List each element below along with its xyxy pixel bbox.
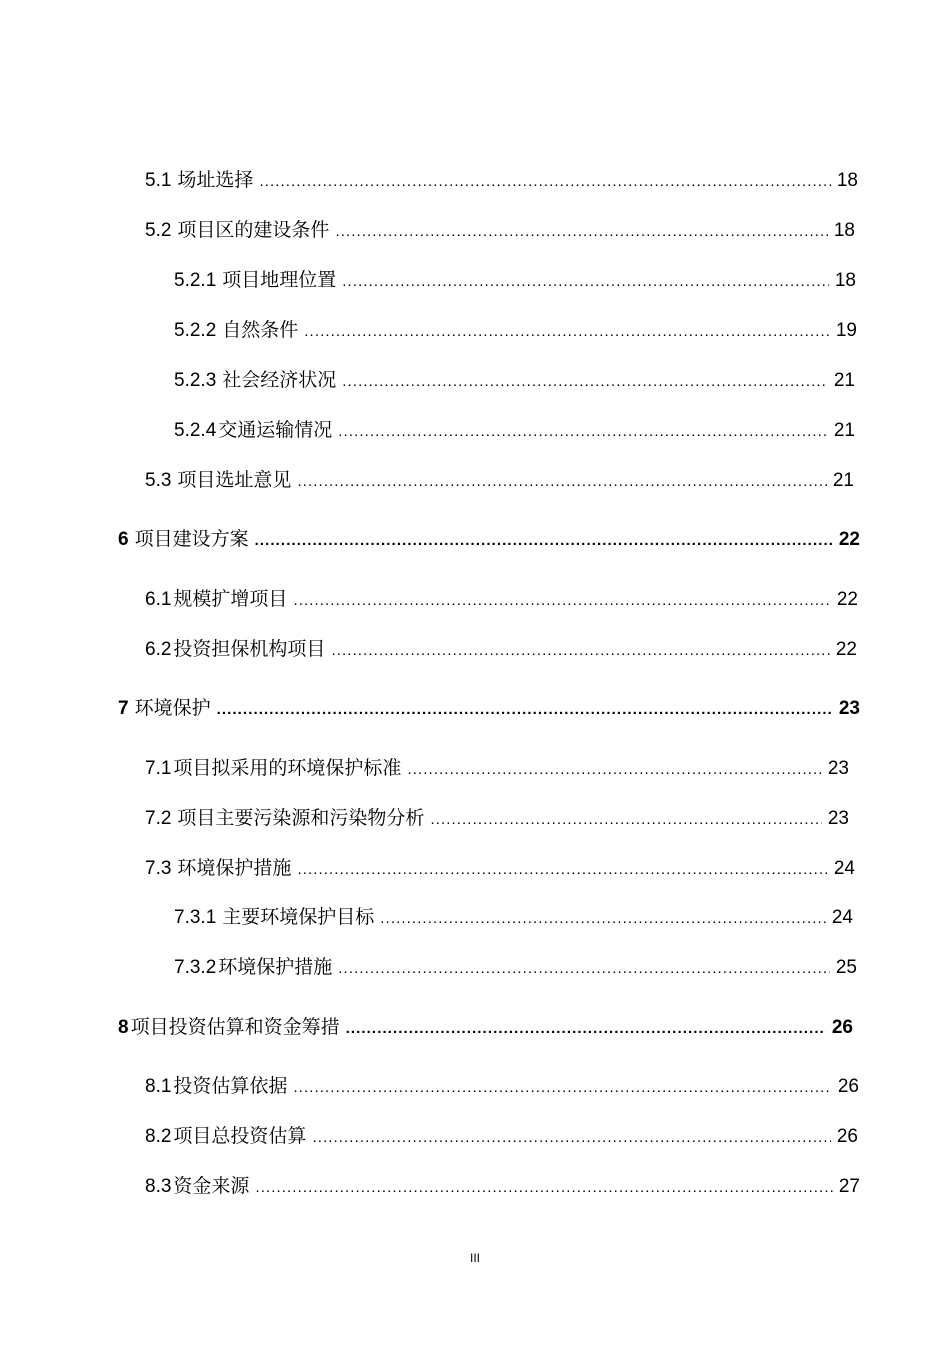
- toc-entry-5-2[interactable]: [145, 217, 855, 243]
- toc-leader-dots: [342, 269, 829, 295]
- toc-entry-5-2-2[interactable]: [174, 317, 857, 343]
- toc-leader-dots: [304, 319, 830, 345]
- toc-leader-dots: [255, 528, 833, 554]
- toc-leader-dots: [331, 638, 829, 664]
- toc-entry-number: 5.2.2: [174, 320, 217, 341]
- toc-entry-8-3[interactable]: [145, 1173, 860, 1199]
- toc-leader-dots: [259, 169, 830, 195]
- toc-entry-page: 23: [827, 758, 849, 779]
- toc-entry-title: 规模扩增项目: [173, 588, 288, 610]
- toc-entry-number: 5.2.1: [174, 270, 217, 291]
- toc-entry-number: 6.2: [145, 639, 172, 660]
- toc-entry-title: 场址选择: [177, 169, 254, 191]
- toc-entry-page: 26: [837, 1076, 859, 1097]
- toc-entry-page: 23: [838, 698, 860, 719]
- toc-entry-page: 23: [827, 808, 849, 829]
- toc-entry-number: 5.2.3: [174, 370, 217, 391]
- toc-entry-page: 24: [833, 858, 855, 879]
- toc-entry-title: 项目主要污染源和污染物分析: [177, 807, 425, 829]
- toc-chapter-8[interactable]: [118, 1014, 853, 1040]
- toc-entry-page: 18: [833, 220, 855, 241]
- toc-entry-5-2-1[interactable]: [174, 267, 856, 293]
- toc-entry-title: 项目总投资估算: [173, 1125, 307, 1147]
- toc-leader-dots: [338, 419, 828, 445]
- toc-leader-dots: [255, 1175, 832, 1201]
- toc-entry-title: 社会经济状况: [222, 369, 337, 391]
- toc-chapter-6[interactable]: [118, 526, 860, 552]
- toc-entry-number: 5.2: [145, 220, 172, 241]
- toc-entry-number: 5.2.4: [174, 420, 217, 441]
- toc-entry-title: 投资估算依据: [173, 1075, 288, 1097]
- toc-entry-5-3[interactable]: [145, 467, 854, 493]
- toc-entry-5-1[interactable]: [145, 167, 858, 193]
- toc-entry-number: 7.2: [145, 808, 172, 829]
- toc-entry-number: 5.3: [145, 470, 172, 491]
- toc-entry-number: 7: [118, 698, 129, 719]
- toc-chapter-7[interactable]: [118, 695, 860, 721]
- toc-entry-page: 22: [838, 529, 860, 550]
- toc-entry-7-3[interactable]: [145, 855, 855, 881]
- toc-entry-title: 交通运输情况: [218, 419, 333, 441]
- toc-entry-page: 22: [835, 639, 857, 660]
- toc-entry-number: 6.1: [145, 589, 172, 610]
- toc-entry-page: 21: [833, 370, 855, 391]
- toc-entry-title: 项目建设方案: [134, 528, 249, 550]
- toc-entry-page: 21: [832, 470, 854, 491]
- toc-leader-dots: [342, 369, 828, 395]
- toc-entry-page: 21: [833, 420, 855, 441]
- toc-entry-5-2-4[interactable]: [174, 417, 855, 443]
- toc-entry-number: 8.3: [145, 1176, 172, 1197]
- toc-entry-6-2[interactable]: [145, 636, 857, 662]
- toc-leader-dots: [297, 857, 827, 883]
- toc-leader-dots: [338, 956, 830, 982]
- toc-entry-8-2[interactable]: [145, 1123, 858, 1149]
- toc-leader-dots: [293, 588, 830, 614]
- toc-entry-number: 8: [118, 1017, 129, 1038]
- toc-leader-dots: [335, 219, 827, 245]
- toc-entry-page: 26: [831, 1017, 853, 1038]
- toc-entry-page: 19: [835, 320, 857, 341]
- toc-entry-6-1[interactable]: [145, 586, 858, 612]
- toc-entry-page: 27: [838, 1176, 860, 1197]
- toc-leader-dots: [293, 1075, 831, 1101]
- toc-leader-dots: [297, 469, 826, 495]
- toc-entry-title: 项目拟采用的环境保护标准: [173, 757, 402, 779]
- toc-entry-title: 环境保护措施: [218, 956, 333, 978]
- toc-entry-number: 7.1: [145, 758, 172, 779]
- toc-leader-dots: [380, 906, 826, 932]
- toc-entry-number: 8.2: [145, 1126, 172, 1147]
- toc-leader-dots: [407, 757, 821, 783]
- toc-entry-7-3-1[interactable]: [174, 904, 853, 930]
- toc-leader-dots: [312, 1125, 830, 1151]
- toc-entry-page: 25: [835, 957, 857, 978]
- toc-entry-page: 24: [831, 907, 853, 928]
- toc-entry-title: 自然条件: [222, 319, 299, 341]
- toc-entry-title: 投资担保机构项目: [173, 638, 326, 660]
- toc-entry-page: 22: [836, 589, 858, 610]
- toc-entry-title: 项目区的建设条件: [177, 219, 330, 241]
- toc-entry-number: 6: [118, 529, 129, 550]
- toc-entry-title: 环境保护措施: [177, 857, 292, 879]
- toc-entry-number: 7.3: [145, 858, 172, 879]
- toc-entry-5-2-3[interactable]: [174, 367, 855, 393]
- toc-leader-dots: [430, 807, 821, 833]
- toc-entry-title: 资金来源: [173, 1175, 250, 1197]
- toc-entry-number: 7.3.2: [174, 957, 217, 978]
- toc-entry-7-1[interactable]: [145, 755, 849, 781]
- toc-entry-title: 项目地理位置: [222, 269, 337, 291]
- toc-entry-7-2[interactable]: [145, 805, 849, 831]
- toc-entry-8-1[interactable]: [145, 1073, 859, 1099]
- toc-entry-page: 18: [834, 270, 856, 291]
- toc-entry-page: 18: [836, 170, 858, 191]
- toc-entry-title: 项目投资估算和资金筹措: [130, 1016, 340, 1038]
- toc-entry-number: 8.1: [145, 1076, 172, 1097]
- toc-leader-dots: [346, 1016, 826, 1042]
- toc-leader-dots: [217, 697, 833, 723]
- toc-entry-title: 项目选址意见: [177, 469, 292, 491]
- toc-entry-title: 主要环境保护目标: [222, 906, 375, 928]
- toc-entry-number: 5.1: [145, 170, 172, 191]
- toc-entry-page: 26: [836, 1126, 858, 1147]
- toc-entry-7-3-2[interactable]: [174, 954, 857, 980]
- toc-entry-title: 环境保护: [134, 697, 211, 719]
- footer-page-number: III: [469, 1251, 480, 1265]
- toc-entry-number: 7.3.1: [174, 907, 217, 928]
